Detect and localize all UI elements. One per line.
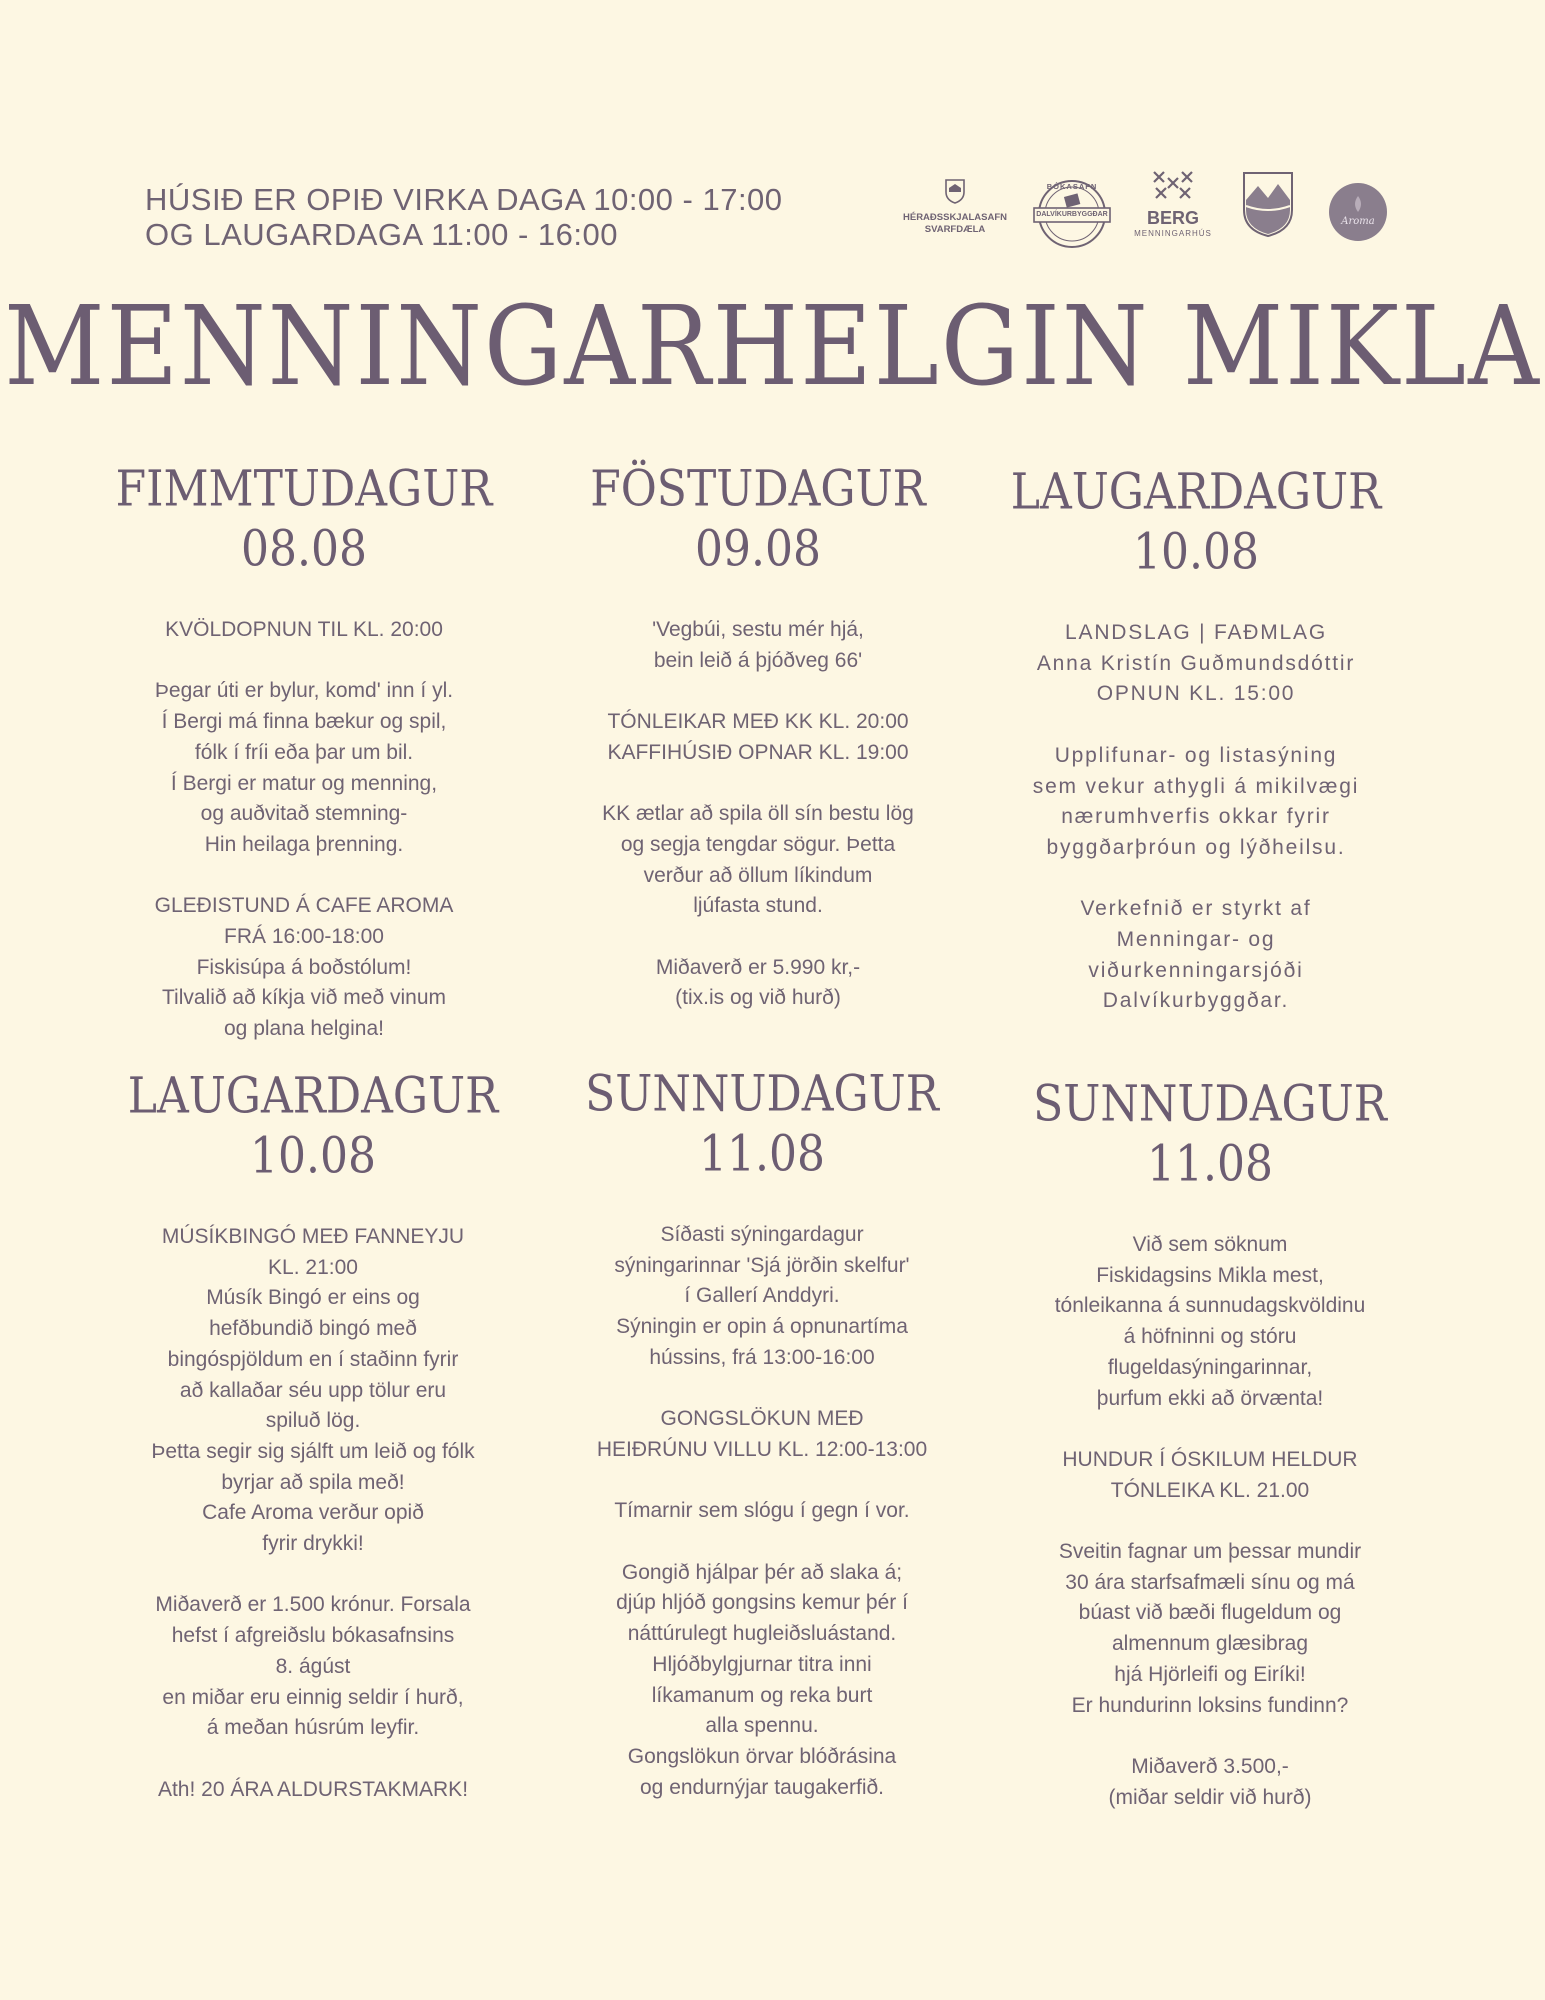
berg-sub: MENNINGARHÚS: [1134, 229, 1212, 238]
day-description: Við sem söknum Fiskidagsins Mikla mest, tónleikanna á sunnudagskvöldinu á höfninni og stóru flugeldasýningarinnar, þurfum ekki að örvænta! HUNDUR Í ÓSKILUM HELDUR TÓNLEIKA KL. 21.00 Sveitin fagnar um þessar mundir 30 ára starfsafmæli sínu og má búast við bæði flugeldum og almennum glæsibrag hjá Hjörleifi og Eiríki! Er hundurinn loksins fundinn? Miðaverð 3.500,- (miðar seldir við hurð): [1054, 1233, 1366, 1809]
day-title: SUNNUDAGUR: [1033, 1075, 1387, 1133]
day-card-saturday-bingo: [93, 1067, 533, 1805]
day-description: 'Vegbúi, sestu mér hjá, bein leið á þjóðveg 66' TÓNLEIKAR MEÐ KK KL. 20:00 KAFFIHÚSIÐ OPNAR KL. 19:00 KK ætlar að spila öll sín bestu lög og segja tengdar sögur. Þetta verður að öllum líkindum ljúfasta stund. Miðaverð er 5.990 kr,- (tix.is og við hurð): [602, 618, 914, 1010]
day-date: 11.08: [699, 1125, 825, 1183]
day-date: 09.08: [695, 520, 821, 578]
bokasafn-band-text: DALVÍKURBYGGÐAR: [1036, 211, 1108, 218]
berg-logo: [1128, 168, 1218, 240]
partner-logos: [900, 168, 1400, 258]
day-date: 08.08: [241, 520, 367, 578]
day-date: 10.08: [1133, 523, 1259, 581]
day-title: FÖSTUDAGUR: [590, 460, 926, 518]
day-card-saturday-exhibition: [976, 463, 1416, 1017]
day-description: LANDSLAG | FAÐMLAG Anna Kristín Guðmundsdóttir OPNUN KL. 15:00 Upplifunar- og listasýning sem vekur athygli á mikilvægi nærumhverfis okkar fyrir byggðarþróun og lýðheilsu. Verkefnið er styrkt af Menningar- og viðurkenningarsjóði Dalvíkurbyggðar.: [1032, 621, 1360, 1013]
heradsskjalasafn-name: HÉRAÐSSKJALASAFN: [903, 212, 1007, 223]
opening-hours-line-2: OG LAUGARDAGA 11:00 - 16:00: [145, 217, 618, 252]
day-card-sunday-concert: [990, 1075, 1430, 1813]
day-date: 10.08: [250, 1127, 376, 1185]
bokasafn-top-text: BÓKASAFN: [1046, 182, 1098, 191]
day-title: FIMMTUDAGUR: [115, 460, 493, 518]
day-title: LAUGARDAGUR: [1010, 463, 1382, 521]
berg-name: BERG: [1146, 208, 1199, 228]
day-title: LAUGARDAGUR: [127, 1067, 499, 1125]
heradsskjalasafn-sub: SVARFDÆLA: [924, 224, 986, 235]
heradsskjalasafn-logo: [900, 178, 1010, 236]
day-date: 11.08: [1147, 1135, 1273, 1193]
aroma-logo: [1328, 182, 1388, 242]
day-description: Síðasti sýningardagur sýningarinnar 'Sjá jörðin skelfur' í Gallerí Anddyri. Sýningin er opin á opnunartíma hússins, frá 13:00-16:00 GONGSLÖKUN MEÐ HEIÐRÚNU VILLU KL. 12:00-13:00 Tímarnir sem slógu í gegn í vor. Gongið hjálpar þér að slaka á; djúp hljóð gongsins kemur þér í náttúrulegt hugleiðsluástand. Hljóðbylgjurnar titra inni líkamanum og reka burt alla spennu. Gongslökun örvar blóðrásina og endurnýjar taugakerfið.: [596, 1223, 928, 1799]
dalvikurbyggd-shield-logo: [1240, 170, 1296, 242]
day-card-sunday-gong: [542, 1065, 982, 1803]
aroma-circle-icon: [1328, 182, 1388, 242]
day-card-friday: [538, 460, 978, 1014]
day-title: SUNNUDAGUR: [585, 1065, 939, 1123]
day-card-thursday: [84, 460, 524, 1045]
opening-hours-line-1: HÚSIÐ ER OPIÐ VIRKA DAGA 10:00 - 17:00: [145, 182, 783, 217]
opening-hours: [145, 182, 783, 252]
crest-icon: [944, 178, 966, 204]
day-description: KVÖLDOPNUN TIL KL. 20:00 Þegar úti er bylur, komd' inn í yl. Í Bergi má finna bækur og spil, fólk í fríi eða þar um bil. Í Bergi er matur og menning, og auðvitað stemning- Hin heilaga þrenning. GLEÐISTUND Á CAFE AROMA FRÁ 16:00-18:00 Fiskisúpa á boðstólum! Tilvalið að kíkja við með vinum og plana helgina!: [154, 618, 454, 1041]
berg-mark-icon: [1148, 168, 1198, 208]
aroma-name: Aroma: [1341, 216, 1375, 227]
bokasafn-logo: [1032, 178, 1112, 250]
day-description: MÚSÍKBINGÓ MEÐ FANNEYJU KL. 21:00 Músík Bingó er eins og hefðbundið bingó með bingóspjöldum en í staðinn fyrir að kallaðar séu upp tölur eru spiluð lög. Þetta segir sig sjálft um leið og fólk byrjar að spila með! Cafe Aroma verður opið fyrir drykki! Miðaverð er 1.500 krónur. Forsala hefst í afgreiðslu bókasafnsins 8. ágúst en miðar eru einnig seldir í hurð, á meðan húsrúm leyfir. Ath! 20 ÁRA ALDURSTAKMARK!: [151, 1225, 475, 1801]
page-title: MENNINGARHELGIN MIKLA: [4, 283, 1541, 411]
shield-icon: [1241, 170, 1295, 238]
